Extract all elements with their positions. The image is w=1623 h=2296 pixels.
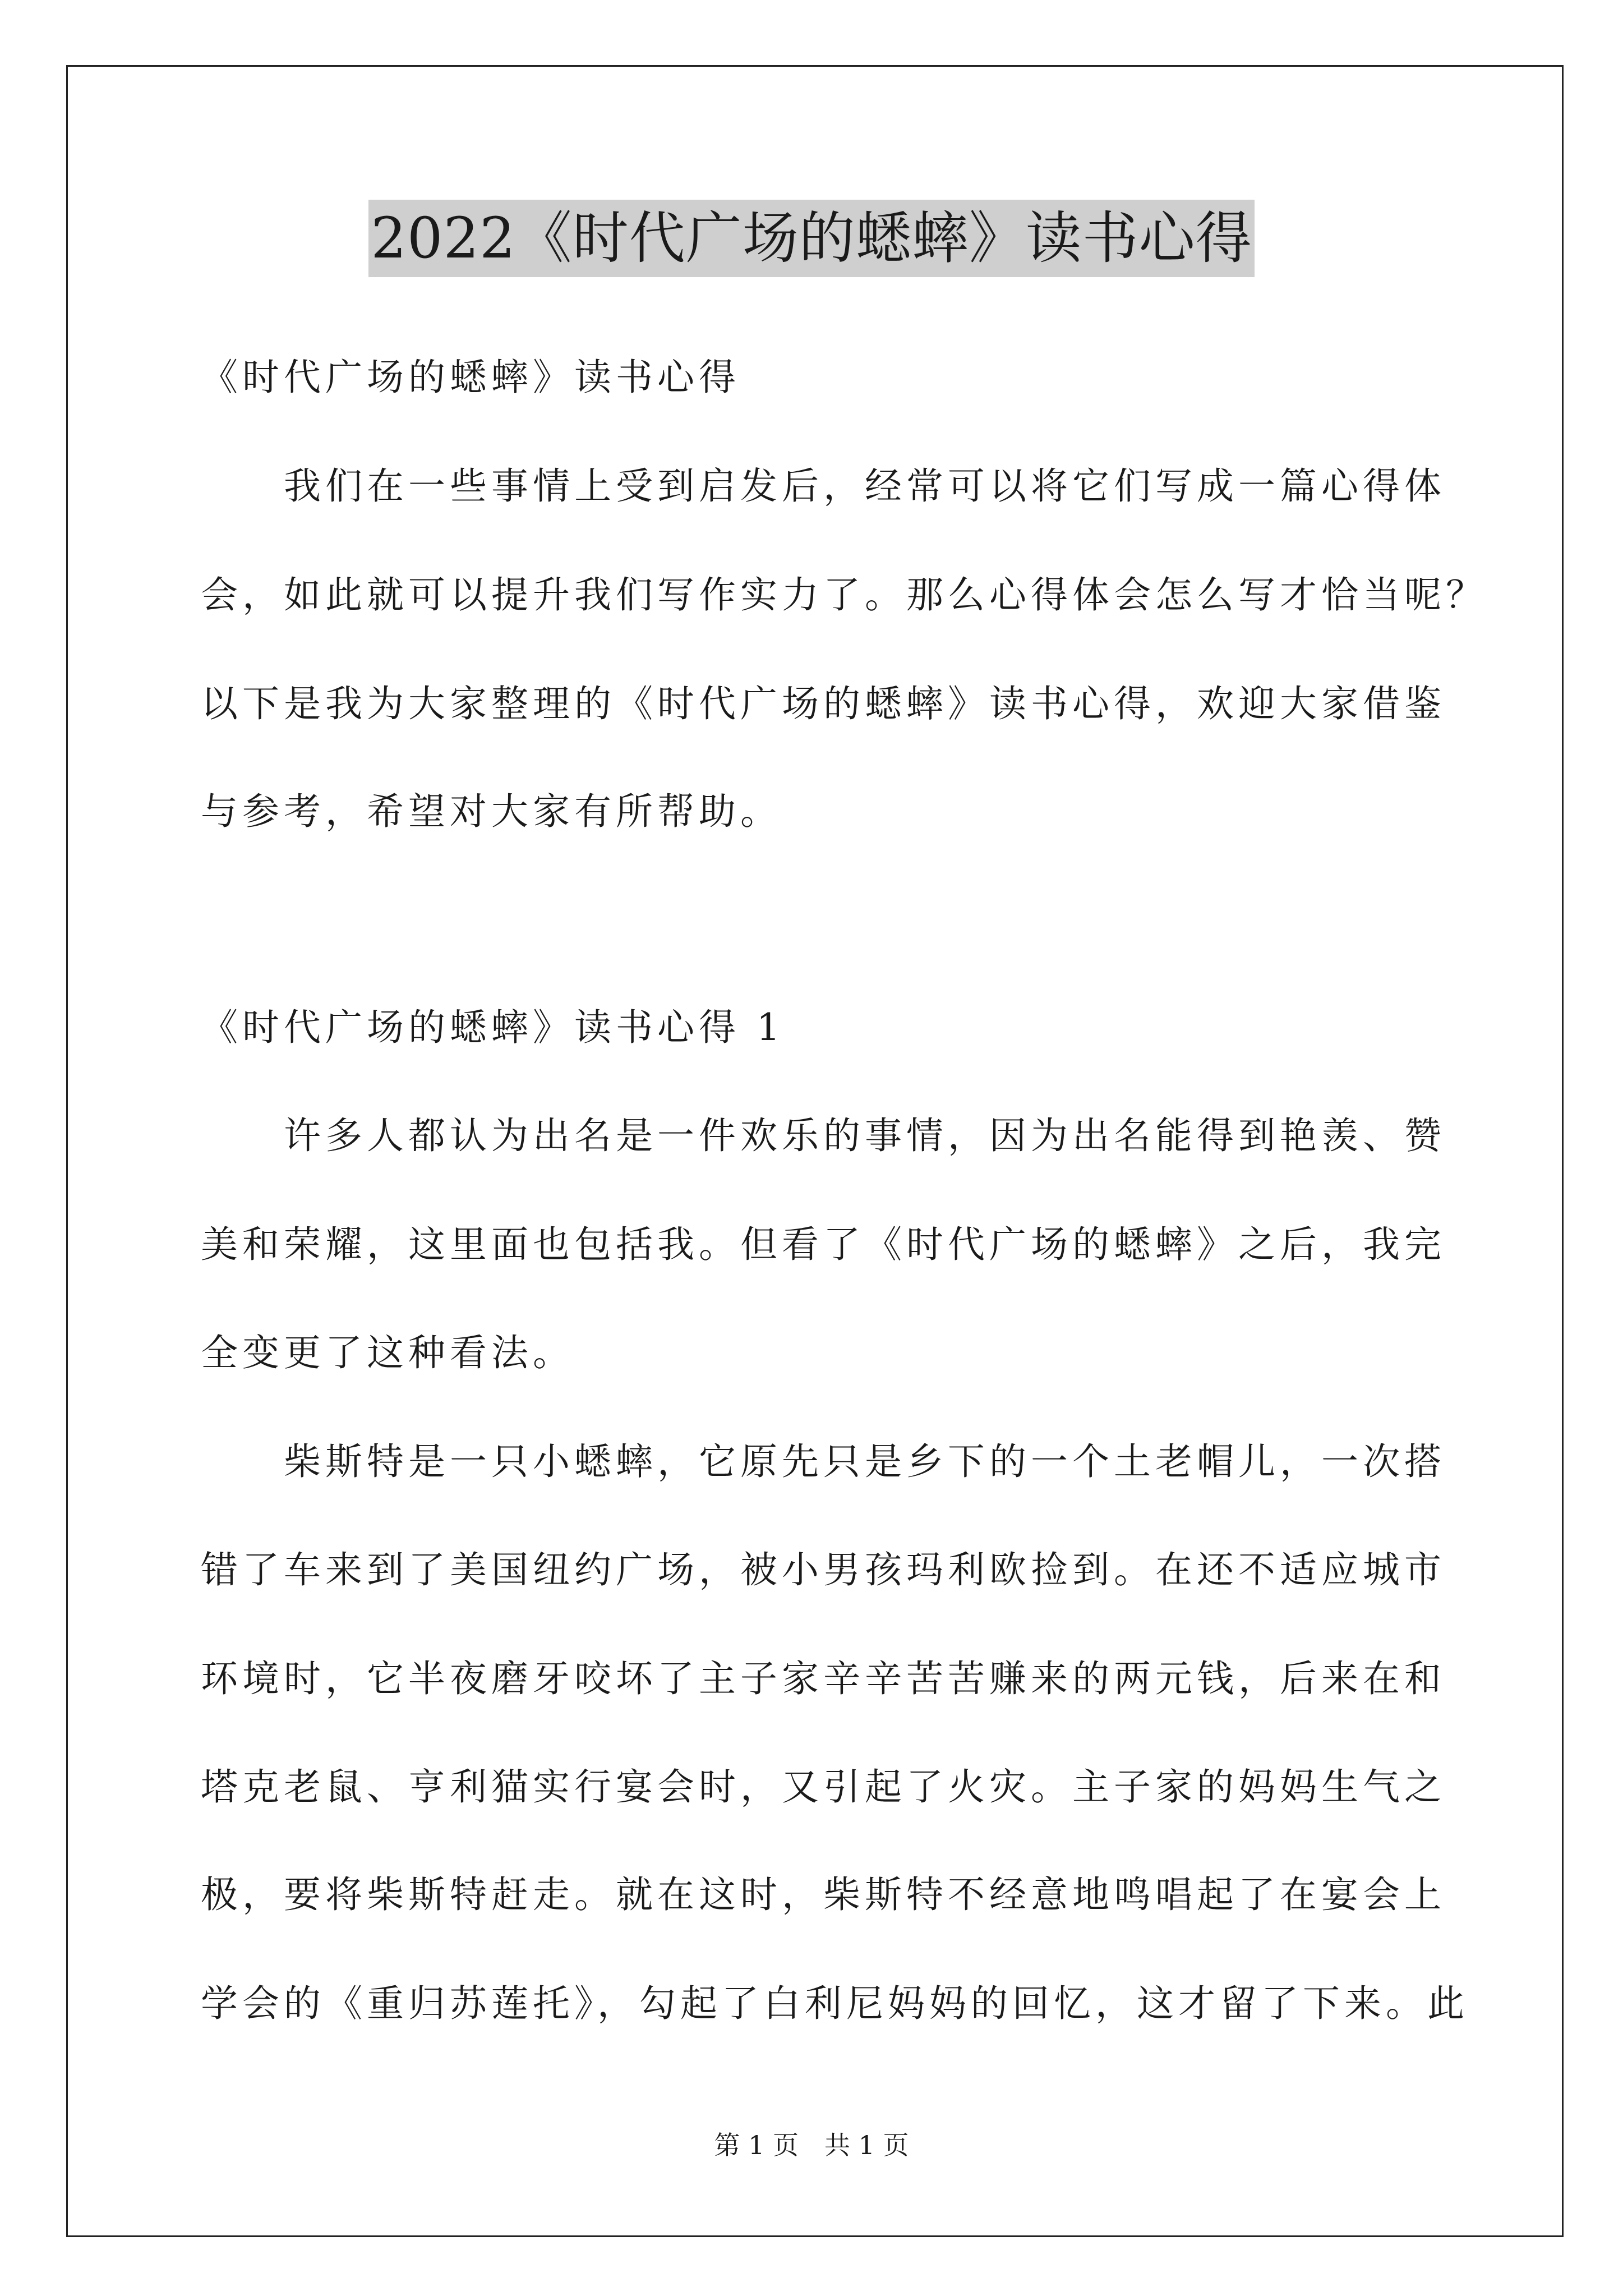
body-line: 美和荣耀，这里面也包括我。但看了《时代广场的蟋蟀》之后，我完 [201, 1223, 1446, 1266]
body-line: 与参考，希望对大家有所帮助。 [201, 790, 782, 833]
document-title: 2022《时代广场的蟋蟀》读书心得 [368, 200, 1255, 277]
body-line: 全变更了这种看法。 [201, 1331, 574, 1374]
body-line: 错了车来到了美国纽约广场，被小男孩玛利欧捡到。在还不适应城市 [201, 1548, 1446, 1591]
body-line: 《时代广场的蟋蟀》读书心得 [201, 356, 740, 399]
body-line: 许多人都认为出名是一件欢乐的事情，因为出名能得到艳羡、赞 [284, 1114, 1446, 1157]
body-line: 塔克老鼠、亨利猫实行宴会时，又引起了火灾。主子家的妈妈生气之 [201, 1765, 1446, 1809]
page-number: 第 1 页 [714, 2130, 799, 2160]
body-line: 我们在一些事情上受到启发后，经常可以将它们写成一篇心得体 [284, 464, 1446, 508]
page-footer [0, 2128, 1623, 2162]
body-line: 柴斯特是一只小蟋蟀，它原先只是乡下的一个土老帽儿，一次搭 [284, 1440, 1446, 1483]
body-line: 《时代广场的蟋蟀》读书心得 1 [201, 1006, 785, 1049]
body-line: 学会的《重归苏莲托》，勾起了白利尼妈妈的回忆，这才留了下来。此 [201, 1982, 1469, 2025]
body-line: 极，要将柴斯特赶走。就在这时，柴斯特不经意地鸣唱起了在宴会上 [201, 1873, 1446, 1916]
body-line: 环境时，它半夜磨牙咬坏了主子家辛辛苦苦赚来的两元钱，后来在和 [201, 1657, 1446, 1700]
body-line: 以下是我为大家整理的《时代广场的蟋蟀》读书心得，欢迎大家借鉴 [201, 682, 1446, 725]
page-total: 共 1 页 [824, 2130, 909, 2160]
title-container [0, 200, 1623, 277]
body-line: 会，如此就可以提升我们写作实力了。那么心得体会怎么写才恰当呢？ [201, 573, 1487, 616]
